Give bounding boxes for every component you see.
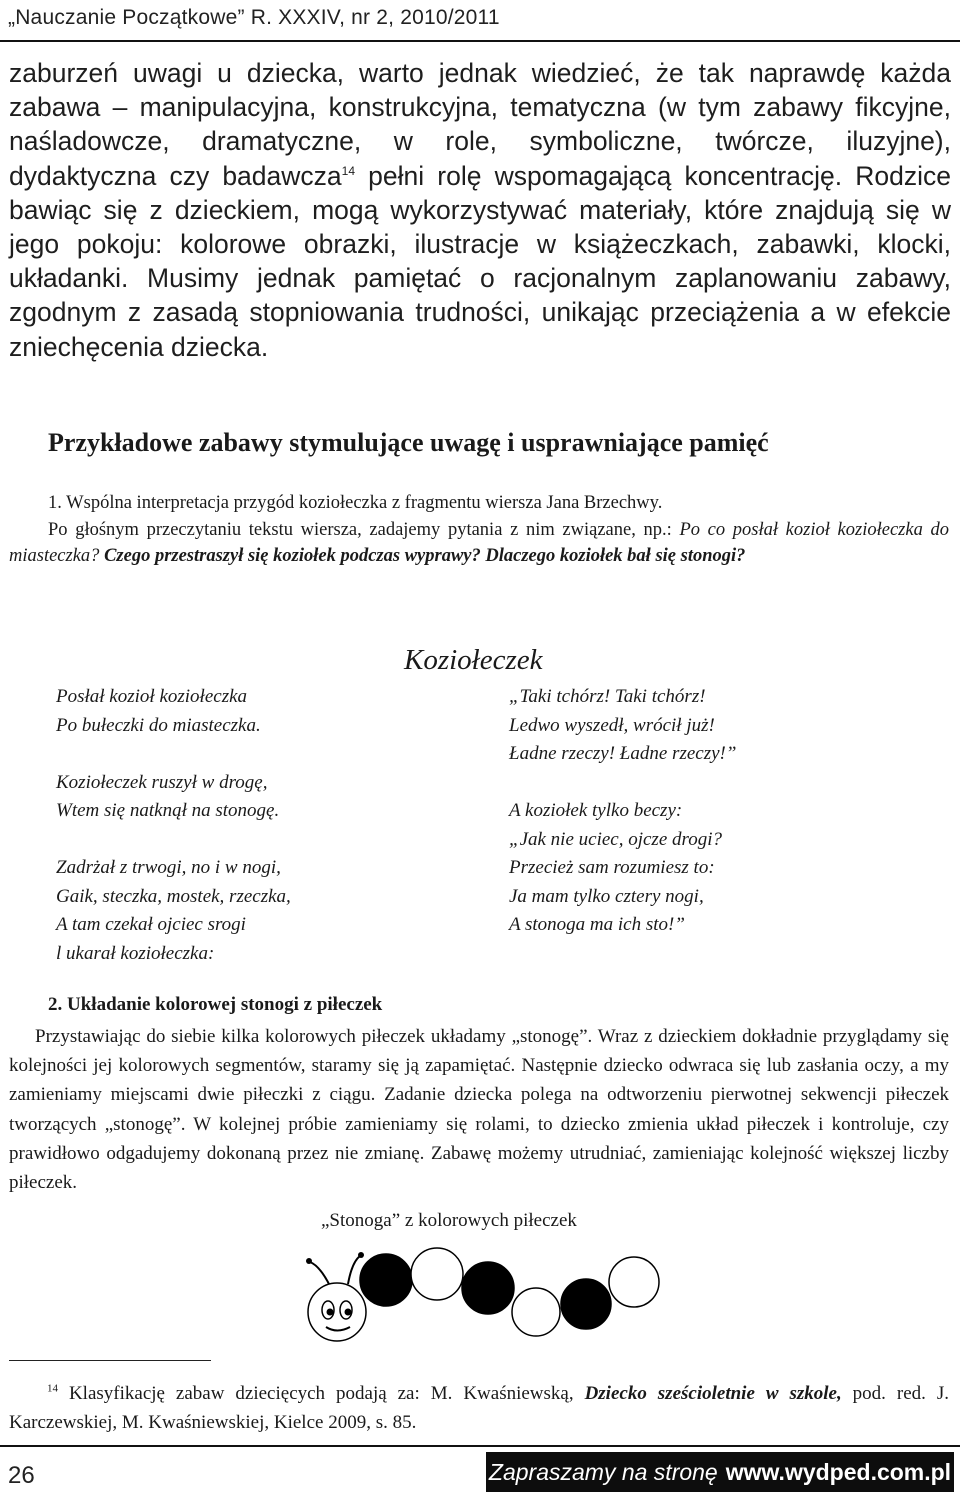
caterpillar-segment: [512, 1288, 560, 1336]
poem-stanza: [509, 683, 939, 769]
item2-paragraph: Przystawiając do siebie kilka kolorowych piłeczek układamy „stonogę”. Wraz z dzieckiem dokładnie przyglądamy się kolejności jej kolorowych segmentów, staramy się ją zapamiętać. Następnie dziecko odwraca się lub zasłania oczy, a my zamieniamy miejscami dwie piłeczki z ciągu. Zadanie dziecka polega na odtworzeniu pierwotnej sekwencji piłeczek tworzących „stonogę”. W kolejnej próbie zamieniamy się rolami, to dziecko zmienia układ piłeczek i kontroluje, czy prawidłowo odgadujemy dokonaną przez nie zmianę. Zabawę możemy utrudniać, zamieniając kolejność większej liczby piłeczek.: [9, 1026, 949, 1194]
poem-line: Przecież sam rozumiesz to:: [509, 857, 715, 878]
header-rule: [0, 40, 960, 42]
page-number: 26: [8, 1462, 35, 1489]
question-1: Po co posłał kozioł koziołeczka do miasteczka?: [9, 520, 949, 566]
poem-right-column: [509, 683, 939, 940]
promo-banner[interactable]: [486, 1452, 954, 1492]
poem-line: A stonoga ma ich sto!”: [509, 914, 685, 935]
poem-line: A koziołek tylko beczy:: [509, 800, 683, 821]
poem-title: Koziołeczek: [404, 644, 543, 676]
section-heading: Przykładowe zabawy stymulujące uwagę i usprawniające pamięć: [48, 428, 769, 457]
poem-line: „Taki tchórz! Taki tchórz!: [509, 686, 706, 707]
poem-line: Ja mam tylko cztery nogi,: [509, 885, 704, 907]
poem-stanza: [56, 854, 456, 968]
footnote-text-before: Klasyfikację zabaw dziecięcych podają za: M. Kwaśniewską,: [58, 1383, 585, 1404]
poem-stanza: [56, 683, 456, 740]
poem-line: Po bułeczki do miasteczka.: [56, 714, 261, 736]
caterpillar-segment: [561, 1279, 611, 1329]
poem-line: „Jak nie uciec, ojcze drogi?: [509, 828, 722, 850]
poem-line: Gaik, steczka, mostek, rzeczka,: [56, 885, 291, 907]
caterpillar-segment: [411, 1248, 463, 1300]
poem-line: A tam czekał ojciec srogi: [56, 914, 246, 935]
footnote-ref[interactable]: 14: [341, 163, 356, 178]
intro-text-part2: pełni rolę wspomagającą koncentrację. Rodzice bawiąc się z dzieckiem, mogą wykorzystywać materiały, które znajdują się w jego pokoju: kolorowe obrazki, ilustracje w książeczkach, zabawki, klocki, układanki. Musimy jednak pamiętać o racjonalnym zaplanowaniu zabawy, zgodnym z zasadą stopniowania trudności, unikając przeciążenia a w efekcie zniechęcenia dziecka.: [9, 160, 951, 362]
footnote-rule: [9, 1360, 211, 1361]
question-3: Dlaczego koziołek bał się stonogi?: [485, 546, 746, 566]
caterpillar-segment: [360, 1254, 412, 1306]
poem-line: Zadrżał z trwogi, no i w nogi,: [56, 857, 281, 878]
running-header: „Nauczanie Początkowe” R. XXXIV, nr 2, 2010/2011: [8, 6, 500, 29]
poem-line: Wtem się natknął na stonogę.: [56, 800, 280, 821]
poem-line: Ładne rzeczy! Ładne rzeczy!”: [509, 743, 737, 764]
footer-rule: [0, 1445, 960, 1447]
poem-line: l ukarał koziołeczka:: [56, 942, 215, 964]
promo-url-link[interactable]: www.wydped.com.pl: [725, 1458, 952, 1485]
poem-line: Ledwo wyszedł, wrócił już!: [509, 714, 715, 736]
poem-stanza: [56, 769, 456, 826]
poem-line: Koziołeczek ruszył w drogę,: [56, 771, 268, 793]
poem-line: Posłał kozioł koziołeczka: [56, 686, 248, 707]
footnote-number: 14: [47, 1382, 58, 1395]
promo-text: Zapraszamy na stronę: [488, 1458, 718, 1485]
question-2: Czego przestraszył się koziołek podczas wyprawy?: [104, 546, 481, 566]
antennae: [306, 1252, 364, 1286]
caterpillar-illustration: [290, 1238, 690, 1348]
caterpillar-segment: [609, 1257, 659, 1307]
poem-left-column: [56, 683, 456, 968]
item1-questions: [9, 517, 949, 569]
intro-paragraph: [9, 56, 951, 364]
figure-caption: „Stonoga” z kolorowych piłeczek: [321, 1210, 577, 1231]
intro-text-part1: zaburzeń uwagi u dziecka, warto jednak wiedzieć, że tak naprawdę każda zabawa – manipulacyjna, konstrukcyjna, tematyczna (w tym zabawy fikcyjne, naśladowcze, dramatyczne, w role, symboliczne, twórcze, iluzyjne), dydaktyczna czy badawcza: [9, 58, 951, 191]
caterpillar-segment: [462, 1262, 514, 1314]
footnote: [9, 1379, 949, 1437]
poem-stanza: [509, 797, 939, 940]
item2-title: 2. Układanie kolorowej stonogi z piłeczek: [48, 994, 383, 1015]
footnote-text-after: pod. red. J. Karczewskiej, M. Kwaśniewskiej, Kielce 2009, s. 85.: [9, 1383, 949, 1433]
item1-title: 1. Wspólna interpretacja przygód koziołeczka z fragmentu wiersza Jana Brzechwy.: [48, 493, 663, 513]
item1-intro: Po głośnym przeczytaniu tekstu wiersza, zadajemy pytania z nim związane, np.:: [48, 520, 680, 540]
footnote-book-title: Dziecko sześcioletnie w szkole,: [584, 1383, 842, 1404]
caterpillar-head: [308, 1283, 366, 1341]
